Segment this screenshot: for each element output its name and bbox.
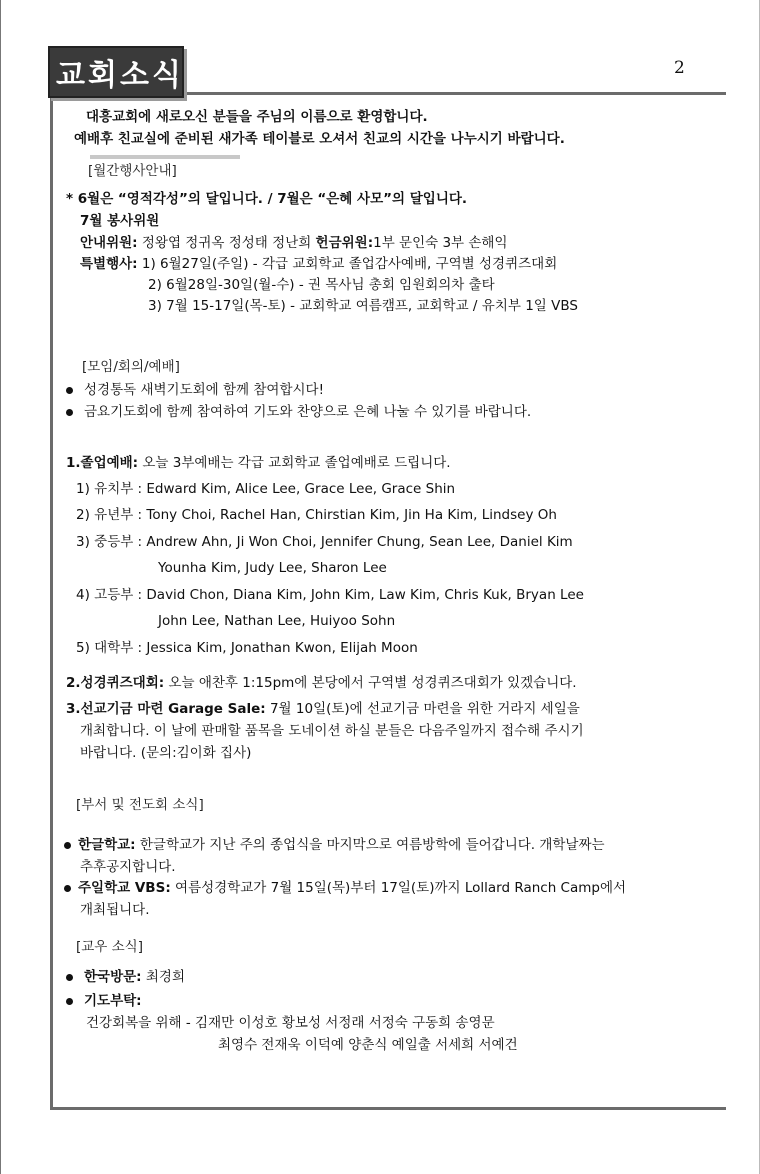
departments-heading: [부서 및 전도회 소식]	[76, 797, 204, 813]
bullet-icon	[66, 998, 73, 1005]
graduation-label: 1.졸업예배:	[66, 455, 139, 471]
garage-text-3: 바랍니다. (문의:김이화 집사)	[80, 745, 252, 761]
graduation-middle-cont: Younha Kim, Judy Lee, Sharon Lee	[158, 560, 387, 576]
page-number: 2	[674, 58, 685, 78]
graduation-high: 4) 고등부 : David Chon, Diana Kim, John Kim, Law Kim, Chris Kuk, Bryan Lee	[76, 587, 584, 603]
graduation-high-cont: John Lee, Nathan Lee, Huiyoo Sohn	[158, 613, 396, 629]
garage-text-1: 7월 10일(토)에 선교기금 마련을 위한 거라지 세일을	[269, 701, 580, 717]
bullet-icon	[64, 885, 71, 892]
meeting-item-2: 금요기도회에 함께 참여하여 기도와 찬양으로 은혜 나눌 수 있기를 바랍니다.	[84, 404, 532, 420]
korea-visit-value: 최경희	[145, 969, 185, 985]
welcome-line-1: 대흥교회에 새로오신 분들을 주님의 이름으로 환영합니다.	[86, 109, 428, 125]
usher-value: 정왕엽 정귀옥 정성태 정난희	[141, 235, 312, 251]
monthly-theme: * 6월은 “영적각성”의 달입니다. / 7월은 “은혜 사모”의 달입니다.	[66, 191, 468, 207]
sunday-school-line	[78, 879, 626, 897]
special-line-1	[80, 255, 557, 273]
korean-school-line	[78, 836, 605, 854]
quiz-label: 2.성경퀴즈대회:	[66, 675, 165, 691]
sunday-school-label: 주일학교 VBS:	[78, 880, 171, 896]
sunday-school-text-1: 여름성경학교가 7월 15일(목)부터 17일(토)까지 Lollard Ranch Camp에서	[175, 880, 627, 896]
graduation-line	[66, 454, 451, 472]
prayer-line-2: 최영수 전재욱 이덕예 양춘식 예일출 서세희 서예건	[218, 1037, 518, 1053]
usher-label: 안내위원:	[80, 235, 138, 251]
garage-label: 3.선교기금 마련 Garage Sale:	[66, 701, 266, 717]
bullet-icon	[66, 387, 73, 394]
graduation-middle: 3) 중등부 : Andrew Ahn, Ji Won Choi, Jennifer Chung, Sean Lee, Daniel Kim	[76, 534, 573, 550]
garage-text-2: 개최합니다. 이 날에 판매할 품목을 도네이션 하실 분들은 다음주일까지 접수해 주시기	[80, 723, 584, 739]
offering-value: 1부 문인숙 3부 손해익	[373, 235, 508, 251]
special-event-3: 3) 7월 15-17일(목-토) - 교회학교 여름캠프, 교회학교 / 유치부 1일 VBS	[148, 298, 578, 314]
korea-visit-line	[84, 968, 185, 986]
korean-school-label: 한글학교:	[78, 837, 136, 853]
special-event-2: 2) 6월28일-30일(월-수) - 권 목사님 총회 임원회의차 출타	[148, 277, 495, 293]
offering-label: 헌금위원:	[315, 235, 374, 251]
special-event-1: 1) 6월27일(주일) - 각급 교회학교 졸업감사예배, 구역별 성경퀴즈대회	[141, 256, 558, 272]
bullet-icon	[64, 842, 71, 849]
bullet-icon	[66, 974, 73, 981]
monthly-heading: [월간행사안내]	[88, 163, 177, 179]
page-title: 교회소식	[56, 58, 184, 93]
korean-school-text-1: 한글학교가 지난 주의 종업식을 마지막으로 여름방학에 들어갑니다. 개학날짜는	[139, 837, 605, 853]
sunday-school-text-2: 개최됩니다.	[80, 902, 150, 918]
committee-title: 7월 봉사위원	[80, 213, 160, 229]
prayer-line-1: 건강회복을 위해 - 김재만 이성호 황보성 서정래 서정숙 구동희 송영문	[86, 1015, 495, 1031]
garage-line-1	[66, 700, 580, 718]
section-underline	[90, 155, 240, 159]
meeting-item-1: 성경통독 새벽기도회에 함께 참여합시다!	[84, 382, 324, 398]
graduation-text: 오늘 3부예배는 각급 교회학교 졸업예배로 드립니다.	[142, 455, 451, 471]
welcome-line-2: 예배후 친교실에 준비된 새가족 테이블로 오셔서 친교의 시간을 나누시기 바랍니다.	[74, 131, 565, 147]
quiz-text: 오늘 애찬후 1:15pm에 본당에서 구역별 성경퀴즈대회가 있겠습니다.	[168, 675, 577, 691]
meetings-heading: [모임/회의/예배]	[82, 359, 180, 375]
graduation-elementary: 2) 유년부 : Tony Choi, Rachel Han, Chirstian Kim, Jin Ha Kim, Lindsey Oh	[76, 507, 557, 523]
korea-visit-label: 한국방문:	[84, 969, 142, 985]
quiz-line	[66, 674, 577, 692]
committee-line	[80, 234, 508, 252]
prayer-label: 기도부탁:	[84, 993, 142, 1009]
special-label: 특별행사:	[80, 256, 138, 272]
korean-school-text-2: 추후공지합니다.	[80, 859, 176, 875]
graduation-college: 5) 대학부 : Jessica Kim, Jonathan Kwon, Elijah Moon	[76, 640, 418, 656]
graduation-kindergarten: 1) 유치부 : Edward Kim, Alice Lee, Grace Lee, Grace Shin	[76, 481, 456, 497]
page-edge-left	[0, 0, 1, 1174]
bullet-icon	[66, 409, 73, 416]
members-heading: [교우 소식]	[76, 939, 143, 955]
